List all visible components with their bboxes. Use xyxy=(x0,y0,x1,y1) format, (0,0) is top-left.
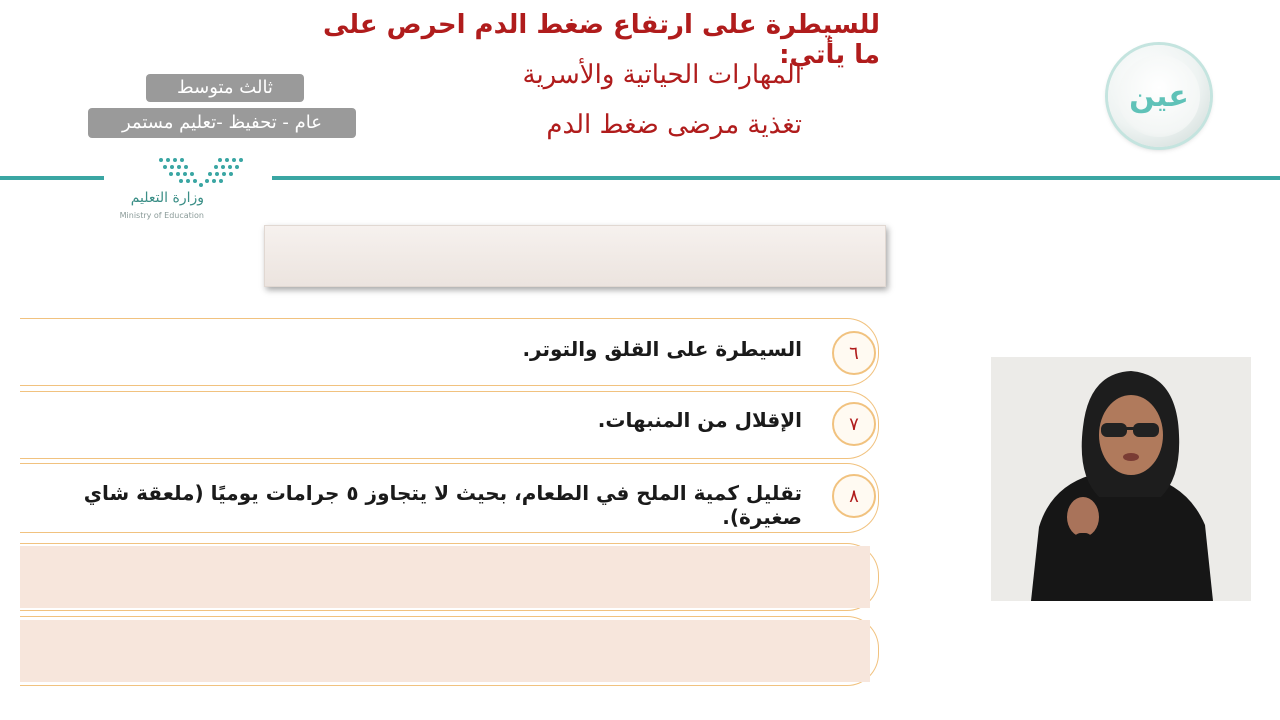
item-text: الإقلال من المنبهات. xyxy=(597,408,802,432)
heading-text: للسيطرة على ارتفاع ضغط الدم احرص على ما يأتي: xyxy=(322,10,880,70)
hidden-item-cover xyxy=(20,620,870,682)
heading-banner xyxy=(264,225,886,287)
channel-logo-text: عين xyxy=(1118,55,1200,137)
interpreter-video xyxy=(991,357,1251,601)
ministry-name-en: Ministry of Education xyxy=(119,211,204,220)
ministry-logo-icon xyxy=(155,154,247,188)
item-text: تقليل كمية الملح في الطعام، بحيث لا يتجاوز ٥ جرامات يوميًا (ملعقة شاي صغيرة). xyxy=(83,481,802,529)
interpreter-figure xyxy=(991,357,1251,601)
item-number: ٧ xyxy=(832,402,876,446)
hidden-item-cover xyxy=(20,546,870,608)
ministry-name-ar: وزارة التعليم xyxy=(130,190,204,206)
track-badge: عام - تحفيظ -تعليم مستمر xyxy=(88,108,356,138)
item-number: ٦ xyxy=(832,331,876,375)
grade-badge: ثالث متوسط xyxy=(146,74,304,102)
item-text: السيطرة على القلق والتوتر. xyxy=(522,337,802,361)
lesson-title: تغذية مرضى ضغط الدم xyxy=(546,110,802,140)
subject-title: المهارات الحياتية والأسرية xyxy=(522,60,802,90)
item-number: ٨ xyxy=(832,474,876,518)
